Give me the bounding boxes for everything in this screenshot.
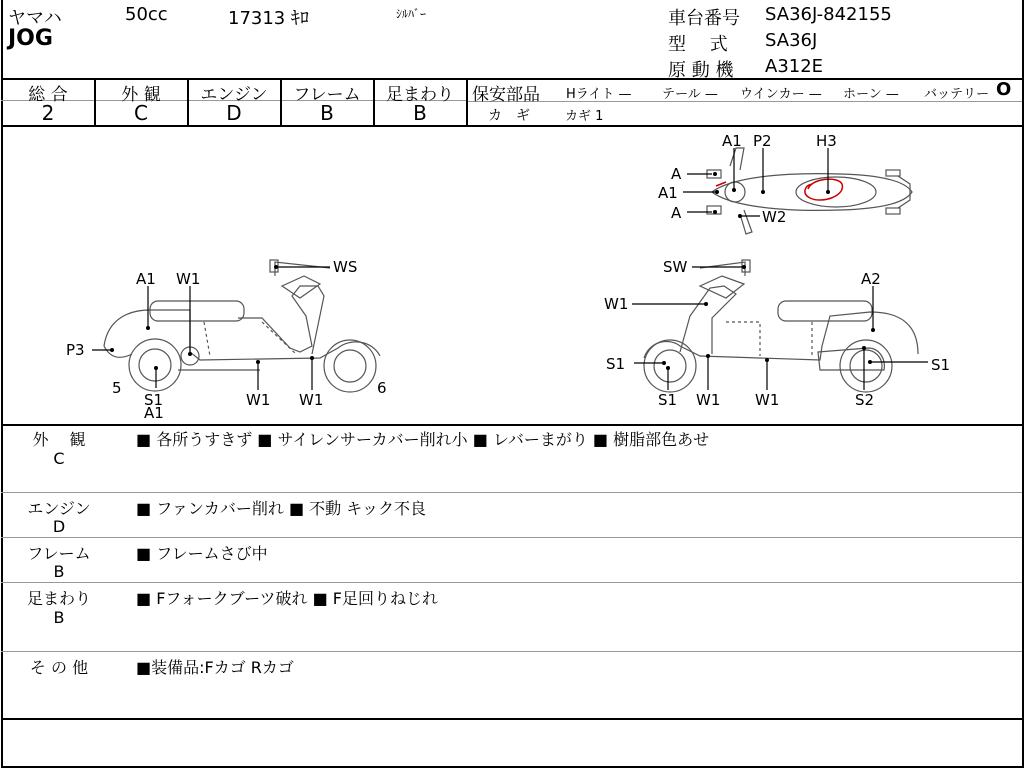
- left-label-w1-right: W1: [299, 391, 324, 409]
- left-label-w1-top: W1: [176, 270, 201, 288]
- top-label-h3: H3: [816, 132, 837, 150]
- grade-label-engine: エンジン: [200, 85, 268, 105]
- top-label-a1-side: A1: [658, 184, 678, 202]
- displacement: 50cc: [125, 4, 168, 25]
- frame-no-label: 車台番号: [668, 8, 740, 29]
- divider: [1, 537, 1022, 538]
- right-label-s2: S2: [855, 391, 875, 409]
- frame-no: SA36J-842155: [765, 4, 892, 25]
- key-label: カ ギ: [488, 108, 530, 124]
- grade-label-suspension: 足まわり: [386, 85, 454, 105]
- safety-winker: ウインカー —: [740, 87, 822, 102]
- left-label-ws: WS: [333, 258, 358, 276]
- safety-tail: テール —: [662, 87, 718, 102]
- section-exterior-title: 外 観: [32, 430, 86, 449]
- safety-headlight: Hライト —: [566, 87, 632, 102]
- color: ｼﾙﾊﾞｰ: [396, 7, 427, 21]
- grade-value-frame: B: [320, 101, 334, 125]
- section-exterior-notes: ■ 各所うすきず ■ サイレンサーカバー削れ小 ■ レバーまがり ■ 樹脂部色あせ: [136, 430, 710, 449]
- top-label-a-upper: A: [671, 165, 682, 183]
- grade-value-engine: D: [226, 101, 242, 125]
- divider: [1, 492, 1022, 493]
- grade-value-exterior: C: [134, 101, 148, 125]
- model: JOG: [8, 26, 53, 51]
- section-engine-title: エンジン: [27, 499, 91, 518]
- left-label-a1-bottom: A1: [144, 404, 164, 422]
- key-value: カギ 1: [565, 109, 604, 124]
- divider: [1, 582, 1022, 583]
- top-label-p2: P2: [753, 132, 772, 150]
- left-label-6: 6: [377, 379, 387, 397]
- safety-horn: ホーン —: [843, 87, 899, 102]
- right-label-w1-right: W1: [755, 391, 780, 409]
- engine-label: 原 動 機: [668, 60, 734, 81]
- top-label-a-lower: A: [671, 204, 682, 222]
- section-frame-title: フレーム: [27, 544, 91, 563]
- right-label-w1-top: W1: [604, 295, 629, 313]
- top-label-a1: A1: [722, 132, 742, 150]
- type-value: SA36J: [765, 30, 818, 51]
- damage-diagram: [0, 126, 1024, 424]
- safety-title: 保安部品: [472, 85, 540, 105]
- grade-value-overall: 2: [41, 101, 55, 125]
- right-label-s1-left: S1: [606, 355, 626, 373]
- right-label-w1-mid: W1: [696, 391, 721, 409]
- left-label-s1: S1: [144, 391, 164, 409]
- section-frame-grade: B: [53, 562, 65, 581]
- section-other-title: そ の 他: [29, 658, 89, 677]
- section-suspension-notes: ■ Fフォークブーツ破れ ■ F足回りねじれ: [136, 589, 438, 608]
- section-other-notes: ■装備品:Fカゴ Rカゴ: [136, 658, 294, 677]
- section-exterior-grade: C: [53, 449, 65, 468]
- right-label-s1-bottom: S1: [658, 391, 678, 409]
- left-label-w1-mid: W1: [246, 391, 271, 409]
- grade-label-exterior: 外 観: [121, 85, 161, 105]
- section-suspension-grade: B: [53, 608, 65, 627]
- left-label-p3: P3: [66, 341, 85, 359]
- right-label-sw: SW: [663, 258, 688, 276]
- safety-battery-mark: O: [996, 79, 1012, 100]
- section-frame-notes: ■ フレームさび中: [136, 544, 268, 563]
- grade-label-frame: フレーム: [293, 85, 361, 105]
- safety-battery: バッテリー: [924, 87, 990, 102]
- right-label-s1-right: S1: [931, 356, 951, 374]
- engine-value: A312E: [765, 56, 824, 77]
- grade-label-overall: 総 合: [28, 85, 68, 105]
- mileage: 17313 ｷﾛ: [228, 8, 309, 29]
- divider: [1, 651, 1022, 652]
- left-label-a1: A1: [136, 270, 156, 288]
- left-label-5: 5: [112, 379, 122, 397]
- section-engine-notes: ■ ファンカバー削れ ■ 不動 キック不良: [136, 499, 426, 518]
- top-label-w2: W2: [762, 208, 787, 226]
- divider: [1, 718, 1022, 720]
- section-engine-grade: D: [52, 517, 66, 536]
- maker: ヤマハ: [8, 8, 62, 29]
- right-label-a2: A2: [861, 270, 881, 288]
- damage-mark-red: [805, 179, 843, 200]
- section-suspension-title: 足まわり: [26, 589, 91, 608]
- top-view-scooter: [707, 148, 912, 234]
- grade-value-suspension: B: [413, 101, 427, 125]
- type-label: 型 式: [668, 34, 728, 55]
- divider: [1, 424, 1022, 426]
- divider: [466, 78, 468, 125]
